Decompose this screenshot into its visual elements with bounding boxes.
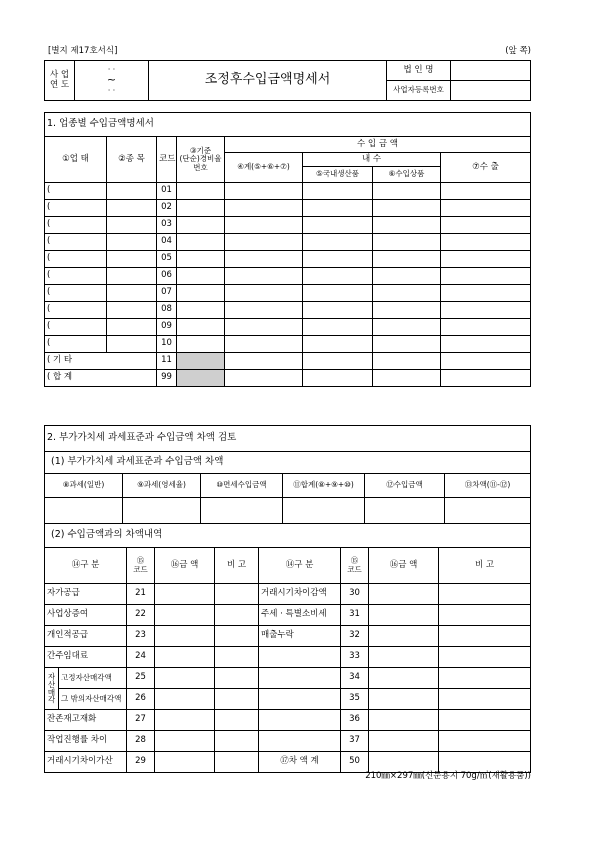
total-cell[interactable] bbox=[225, 302, 303, 319]
row-mark: ( bbox=[47, 185, 51, 196]
other-import-cell[interactable] bbox=[373, 353, 441, 370]
section2-title: 2. 부가가치세 과세표준과 수입금액 차액 검토 bbox=[45, 426, 531, 452]
business-cell[interactable] bbox=[45, 285, 107, 302]
std-rate-cell[interactable] bbox=[177, 319, 225, 336]
left-code: 21 bbox=[127, 584, 155, 605]
export-cell[interactable] bbox=[441, 302, 531, 319]
sub1-value-5[interactable] bbox=[445, 498, 531, 524]
import-goods-cell[interactable] bbox=[373, 319, 441, 336]
diff-table bbox=[44, 547, 531, 773]
table-row bbox=[45, 668, 531, 689]
export-cell[interactable] bbox=[441, 234, 531, 251]
h-note-right: 비 고 bbox=[439, 548, 531, 584]
right-note[interactable] bbox=[439, 710, 531, 731]
business-cell[interactable] bbox=[45, 302, 107, 319]
right-category: 매출누락 bbox=[259, 626, 341, 647]
h-amount-left: ⑯금 액 bbox=[155, 548, 215, 584]
left-note[interactable] bbox=[215, 668, 259, 689]
right-amount[interactable] bbox=[369, 584, 439, 605]
domestic-goods-cell[interactable] bbox=[303, 268, 373, 285]
left-amount[interactable] bbox=[155, 752, 215, 773]
year-range[interactable] bbox=[75, 61, 149, 101]
left-note[interactable] bbox=[215, 689, 259, 710]
left-code: 29 bbox=[127, 752, 155, 773]
std-rate-cell[interactable] bbox=[177, 217, 225, 234]
h-category-left: ⑭구 분 bbox=[45, 548, 127, 584]
item-cell[interactable] bbox=[107, 268, 157, 285]
h-note-left: 비 고 bbox=[215, 548, 259, 584]
right-category bbox=[259, 710, 341, 731]
other-export-cell[interactable] bbox=[441, 353, 531, 370]
biz-reg-field[interactable] bbox=[451, 81, 531, 101]
page-title: 조정후수입금액명세서 bbox=[149, 61, 387, 101]
import-goods-cell[interactable] bbox=[373, 336, 441, 353]
left-category: 자가공급 bbox=[45, 584, 127, 605]
table-row bbox=[45, 285, 531, 302]
table-row bbox=[45, 336, 531, 353]
left-category: 거래시기차이가산 bbox=[45, 752, 127, 773]
left-code: 27 bbox=[127, 710, 155, 731]
total-label: ( 합 계 bbox=[45, 370, 157, 387]
h-code-right: ⑮ 코드 bbox=[341, 548, 369, 584]
h-code: 코드 bbox=[157, 137, 177, 183]
row-mark: ( bbox=[47, 287, 51, 298]
item-cell[interactable] bbox=[107, 183, 157, 200]
sub1-header-1: ⑨과세(영세율) bbox=[123, 474, 201, 498]
year-label: 사 업 연 도 bbox=[45, 61, 75, 101]
business-cell[interactable] bbox=[45, 217, 107, 234]
code-cell: 03 bbox=[157, 217, 177, 234]
left-amount[interactable] bbox=[155, 668, 215, 689]
sub2-title: (2) 수입금액과의 차액내역 bbox=[45, 524, 531, 548]
table-row bbox=[45, 626, 531, 647]
right-category bbox=[259, 731, 341, 752]
business-cell[interactable] bbox=[45, 200, 107, 217]
h-export: ⑦수 출 bbox=[441, 153, 531, 183]
import-goods-cell[interactable] bbox=[373, 302, 441, 319]
business-cell[interactable] bbox=[45, 268, 107, 285]
right-category bbox=[259, 647, 341, 668]
other-code: 11 bbox=[157, 353, 177, 370]
left-note[interactable] bbox=[215, 731, 259, 752]
right-note[interactable] bbox=[439, 668, 531, 689]
table-row bbox=[45, 731, 531, 752]
h-revenue: 수 입 금 액 bbox=[225, 137, 531, 153]
std-rate-cell[interactable] bbox=[177, 336, 225, 353]
export-cell[interactable] bbox=[441, 183, 531, 200]
import-goods-cell[interactable] bbox=[373, 234, 441, 251]
std-rate-cell[interactable] bbox=[177, 200, 225, 217]
import-goods-cell[interactable] bbox=[373, 217, 441, 234]
table-row bbox=[45, 200, 531, 217]
sub1-header-5: ⑬차액(⑪-⑫) bbox=[445, 474, 531, 498]
left-category: 잔존재고재화 bbox=[45, 710, 127, 731]
code-cell: 02 bbox=[157, 200, 177, 217]
corp-name-field[interactable] bbox=[451, 61, 531, 81]
section1-table bbox=[44, 112, 531, 387]
code-cell: 01 bbox=[157, 183, 177, 200]
right-code: 34 bbox=[341, 668, 369, 689]
left-amount[interactable] bbox=[155, 731, 215, 752]
domestic-goods-cell[interactable] bbox=[303, 319, 373, 336]
right-note[interactable] bbox=[439, 647, 531, 668]
item-cell[interactable] bbox=[107, 285, 157, 302]
total-code: 99 bbox=[157, 370, 177, 387]
sub1-value-3[interactable] bbox=[283, 498, 365, 524]
domestic-goods-cell[interactable] bbox=[303, 251, 373, 268]
item-cell[interactable] bbox=[107, 234, 157, 251]
sub1-value-2[interactable] bbox=[201, 498, 283, 524]
asset-side-label: 자 산 매 각 bbox=[45, 668, 59, 710]
right-category: 주세 · 특별소비세 bbox=[259, 605, 341, 626]
right-code: 30 bbox=[341, 584, 369, 605]
business-cell[interactable] bbox=[45, 183, 107, 200]
left-note[interactable] bbox=[215, 752, 259, 773]
footer-note: 210㎜×297㎜(신문용지 70g/㎡(재활용품)) bbox=[365, 771, 531, 781]
right-amount[interactable] bbox=[369, 689, 439, 710]
domestic-goods-cell[interactable] bbox=[303, 302, 373, 319]
table-row bbox=[45, 234, 531, 251]
grand-total-cell[interactable] bbox=[225, 370, 303, 387]
total-domestic-cell[interactable] bbox=[303, 370, 373, 387]
right-code: 33 bbox=[341, 647, 369, 668]
year-dots-bottom: · · bbox=[107, 85, 116, 95]
right-code: 35 bbox=[341, 689, 369, 710]
left-code: 25 bbox=[127, 668, 155, 689]
sub1-title: (1) 부가가치세 과세표준과 수입금액 차액 bbox=[45, 452, 531, 474]
right-code: 31 bbox=[341, 605, 369, 626]
std-rate-cell[interactable] bbox=[177, 285, 225, 302]
table-row bbox=[45, 647, 531, 668]
h-domestic-goods: ⑤국내생산품 bbox=[303, 167, 373, 183]
left-code: 26 bbox=[127, 689, 155, 710]
code-cell: 05 bbox=[157, 251, 177, 268]
right-amount[interactable] bbox=[369, 668, 439, 689]
item-cell[interactable] bbox=[107, 319, 157, 336]
left-note[interactable] bbox=[215, 710, 259, 731]
right-amount[interactable] bbox=[369, 710, 439, 731]
sub1-value-1[interactable] bbox=[123, 498, 201, 524]
sub1-value-0[interactable] bbox=[45, 498, 123, 524]
export-cell[interactable] bbox=[441, 217, 531, 234]
right-amount[interactable] bbox=[369, 605, 439, 626]
code-cell: 06 bbox=[157, 268, 177, 285]
code-cell: 09 bbox=[157, 319, 177, 336]
code-cell: 07 bbox=[157, 285, 177, 302]
total-export-cell[interactable] bbox=[441, 370, 531, 387]
right-amount[interactable] bbox=[369, 626, 439, 647]
sub1-value-4[interactable] bbox=[365, 498, 445, 524]
row-mark: ( bbox=[47, 304, 51, 315]
std-rate-cell[interactable] bbox=[177, 234, 225, 251]
total-cell[interactable] bbox=[225, 319, 303, 336]
import-goods-cell[interactable] bbox=[373, 200, 441, 217]
table-row bbox=[45, 302, 531, 319]
item-cell[interactable] bbox=[107, 200, 157, 217]
total-cell[interactable] bbox=[225, 200, 303, 217]
right-note[interactable] bbox=[439, 689, 531, 710]
row-mark: ( bbox=[47, 202, 51, 213]
code-cell: 08 bbox=[157, 302, 177, 319]
table-row bbox=[45, 605, 531, 626]
h-amount-right: ⑯금 액 bbox=[369, 548, 439, 584]
row-mark: ( bbox=[47, 236, 51, 247]
export-cell[interactable] bbox=[441, 251, 531, 268]
h-business: ①업 태 bbox=[45, 137, 107, 183]
right-code: 50 bbox=[341, 752, 369, 773]
left-category: 작업진행률 차이 bbox=[45, 731, 127, 752]
business-cell[interactable] bbox=[45, 234, 107, 251]
total-cell[interactable] bbox=[225, 336, 303, 353]
left-code: 24 bbox=[127, 647, 155, 668]
business-cell[interactable] bbox=[45, 336, 107, 353]
right-amount[interactable] bbox=[369, 731, 439, 752]
left-code: 23 bbox=[127, 626, 155, 647]
domestic-goods-cell[interactable] bbox=[303, 234, 373, 251]
import-goods-cell[interactable] bbox=[373, 268, 441, 285]
export-cell[interactable] bbox=[441, 319, 531, 336]
export-cell[interactable] bbox=[441, 336, 531, 353]
h-import-goods: ⑥수입상품 bbox=[373, 167, 441, 183]
domestic-goods-cell[interactable] bbox=[303, 217, 373, 234]
sub1-header-3: ⑪합계(⑧+⑨+⑩) bbox=[283, 474, 365, 498]
row-mark: ( bbox=[47, 219, 51, 230]
left-note[interactable] bbox=[215, 626, 259, 647]
section2-table bbox=[44, 425, 531, 548]
row-mark: ( bbox=[47, 253, 51, 264]
other-rate-cell bbox=[177, 353, 225, 370]
corp-name-label: 법 인 명 bbox=[387, 61, 451, 81]
domestic-goods-cell[interactable] bbox=[303, 336, 373, 353]
total-cell[interactable] bbox=[225, 268, 303, 285]
import-goods-cell[interactable] bbox=[373, 183, 441, 200]
right-note[interactable] bbox=[439, 731, 531, 752]
std-rate-cell[interactable] bbox=[177, 268, 225, 285]
domestic-goods-cell[interactable] bbox=[303, 183, 373, 200]
right-code: 36 bbox=[341, 710, 369, 731]
sub1-header-0: ⑧과세(일반) bbox=[45, 474, 123, 498]
std-rate-cell[interactable] bbox=[177, 302, 225, 319]
h-std-rate: ③기준 (단순)경비율 번호 bbox=[177, 137, 225, 183]
table-row bbox=[45, 689, 531, 710]
item-cell[interactable] bbox=[107, 217, 157, 234]
item-cell[interactable] bbox=[107, 336, 157, 353]
biz-reg-label: 사업자등록번호 bbox=[387, 81, 451, 101]
row-mark: ( bbox=[47, 321, 51, 332]
h-category-right: ⑭구 분 bbox=[259, 548, 341, 584]
other-total-cell[interactable] bbox=[225, 353, 303, 370]
other-domestic-cell[interactable] bbox=[303, 353, 373, 370]
table-row bbox=[45, 251, 531, 268]
left-code: 22 bbox=[127, 605, 155, 626]
domestic-goods-cell[interactable] bbox=[303, 200, 373, 217]
left-category: 사업상증여 bbox=[45, 605, 127, 626]
std-rate-cell[interactable] bbox=[177, 183, 225, 200]
right-category: 거래시기차이감액 bbox=[259, 584, 341, 605]
right-note[interactable] bbox=[439, 626, 531, 647]
h-domestic: 내 수 bbox=[303, 153, 441, 167]
left-amount[interactable] bbox=[155, 626, 215, 647]
sub1-header-4: ⑫수입금액 bbox=[365, 474, 445, 498]
left-amount[interactable] bbox=[155, 689, 215, 710]
h-item: ②종 목 bbox=[107, 137, 157, 183]
item-cell[interactable] bbox=[107, 251, 157, 268]
total-cell[interactable] bbox=[225, 234, 303, 251]
table-row bbox=[45, 268, 531, 285]
export-cell[interactable] bbox=[441, 285, 531, 302]
right-amount[interactable] bbox=[369, 647, 439, 668]
right-code: 32 bbox=[341, 626, 369, 647]
page-side: (앞 쪽) bbox=[505, 46, 531, 56]
std-rate-cell[interactable] bbox=[177, 251, 225, 268]
import-goods-cell[interactable] bbox=[373, 285, 441, 302]
year-tilde: ~ bbox=[106, 73, 117, 87]
row-mark: ( bbox=[47, 338, 51, 349]
left-category: 그 밖의자산매각액 bbox=[59, 689, 127, 710]
row-mark: ( bbox=[47, 270, 51, 281]
left-category: 개인적공급 bbox=[45, 626, 127, 647]
total-rate-cell bbox=[177, 370, 225, 387]
left-category: 고정자산매각액 bbox=[59, 668, 127, 689]
right-category bbox=[259, 689, 341, 710]
business-cell[interactable] bbox=[45, 251, 107, 268]
total-cell[interactable] bbox=[225, 183, 303, 200]
right-category bbox=[259, 668, 341, 689]
domestic-goods-cell[interactable] bbox=[303, 285, 373, 302]
table-row bbox=[45, 584, 531, 605]
form-id: [별지 제17호서식] bbox=[48, 46, 118, 56]
import-goods-cell[interactable] bbox=[373, 251, 441, 268]
left-amount[interactable] bbox=[155, 647, 215, 668]
left-category: 간주임대료 bbox=[45, 647, 127, 668]
other-label: ( 기 타 bbox=[45, 353, 157, 370]
item-cell[interactable] bbox=[107, 302, 157, 319]
right-code: 37 bbox=[341, 731, 369, 752]
left-code: 28 bbox=[127, 731, 155, 752]
table-row bbox=[45, 217, 531, 234]
sub1-header-2: ⑩면세수입금액 bbox=[201, 474, 283, 498]
business-cell[interactable] bbox=[45, 319, 107, 336]
h-code-left: ⑮ 코드 bbox=[127, 548, 155, 584]
year-dots-top: · · bbox=[107, 64, 116, 74]
left-note[interactable] bbox=[215, 584, 259, 605]
section1-title: 1. 업종별 수입금액명세서 bbox=[45, 113, 531, 137]
left-amount[interactable] bbox=[155, 584, 215, 605]
total-import-cell[interactable] bbox=[373, 370, 441, 387]
left-note[interactable] bbox=[215, 605, 259, 626]
table-row bbox=[45, 319, 531, 336]
header-table bbox=[44, 60, 531, 101]
table-row bbox=[45, 710, 531, 731]
right-note[interactable] bbox=[439, 584, 531, 605]
total-cell[interactable] bbox=[225, 217, 303, 234]
total-cell[interactable] bbox=[225, 285, 303, 302]
h-total: ④계(⑤+⑥+⑦) bbox=[225, 153, 303, 183]
left-amount[interactable] bbox=[155, 710, 215, 731]
right-note[interactable] bbox=[439, 605, 531, 626]
code-cell: 04 bbox=[157, 234, 177, 251]
export-cell[interactable] bbox=[441, 200, 531, 217]
left-amount[interactable] bbox=[155, 605, 215, 626]
export-cell[interactable] bbox=[441, 268, 531, 285]
code-cell: 10 bbox=[157, 336, 177, 353]
left-note[interactable] bbox=[215, 647, 259, 668]
right-category: ⑰차 액 계 bbox=[259, 752, 341, 773]
total-cell[interactable] bbox=[225, 251, 303, 268]
table-row bbox=[45, 183, 531, 200]
